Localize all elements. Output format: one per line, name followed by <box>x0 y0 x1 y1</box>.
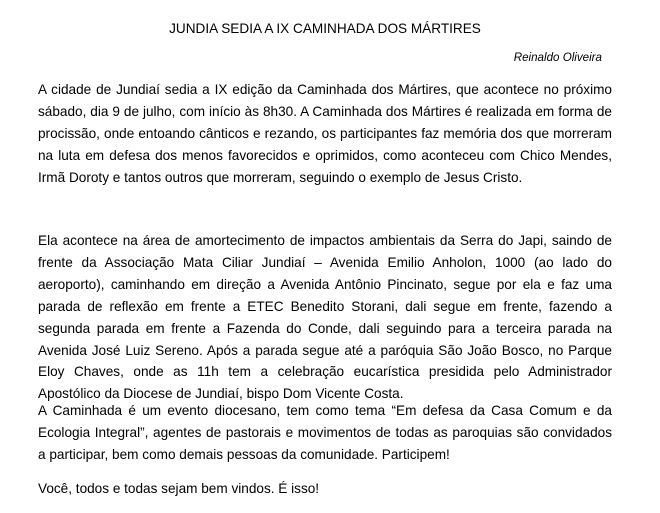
author-byline: Reinaldo Oliveira <box>513 51 602 64</box>
document-title: JUNDIA SEDIA A IX CAMINHADA DOS MÁRTIRES <box>169 21 481 36</box>
paragraph-1: A cidade de Jundiaí sedia a IX edição da Caminhada dos Mártires, que acontece no próximo sábado, dia 9 de julho, com início às 8h30. A Caminhada dos Mártires é realizada em forma de procissão, onde entoando cânticos e rezando, os participantes faz memória dos que morreram na luta em defesa dos menos favorecidos e oprimidos, como aconteceu com Chico Mendes, Irmã Doroty e tantos outros que morreram, seguindo o exemplo de Jesus Cristo. <box>38 82 612 185</box>
paragraph-4: Você, todos e todas sejam bem vindos. É isso! <box>38 481 320 496</box>
paragraph-3: A Caminhada é um evento diocesano, tem como tema “Em defesa da Casa Comum e da Ecologia Integral”, agentes de pastorais e movimentos de todas as paroquias são convidados a participar, bem como demais pessoas da comunidade. Participem! <box>38 403 612 462</box>
paragraph-2: Ela acontece na área de amortecimento de impactos ambientais da Serra do Japi, saindo de frente da Associação Mata Ciliar Jundiaí – Avenida Emilio Anholon, 1000 (ao lado do aeroporto), caminhando em direção a Avenida Antônio Pincinato, segue por ela e faz uma parada de reflexão em frente a ETEC Benedito Storani, dali segue em frente, fazendo a segunda parada em frente a Fazenda do Conde, dali seguindo para a terceira parada na Avenida José Luiz Sereno. Após a parada segue até a paróquia São João Bosco, no Parque Eloy Chaves, onde as 11h tem a celebração eucarística presidida pelo Administrador Apostólico da Diocese de Jundiaí, bispo Dom Vicente Costa. <box>38 233 612 402</box>
